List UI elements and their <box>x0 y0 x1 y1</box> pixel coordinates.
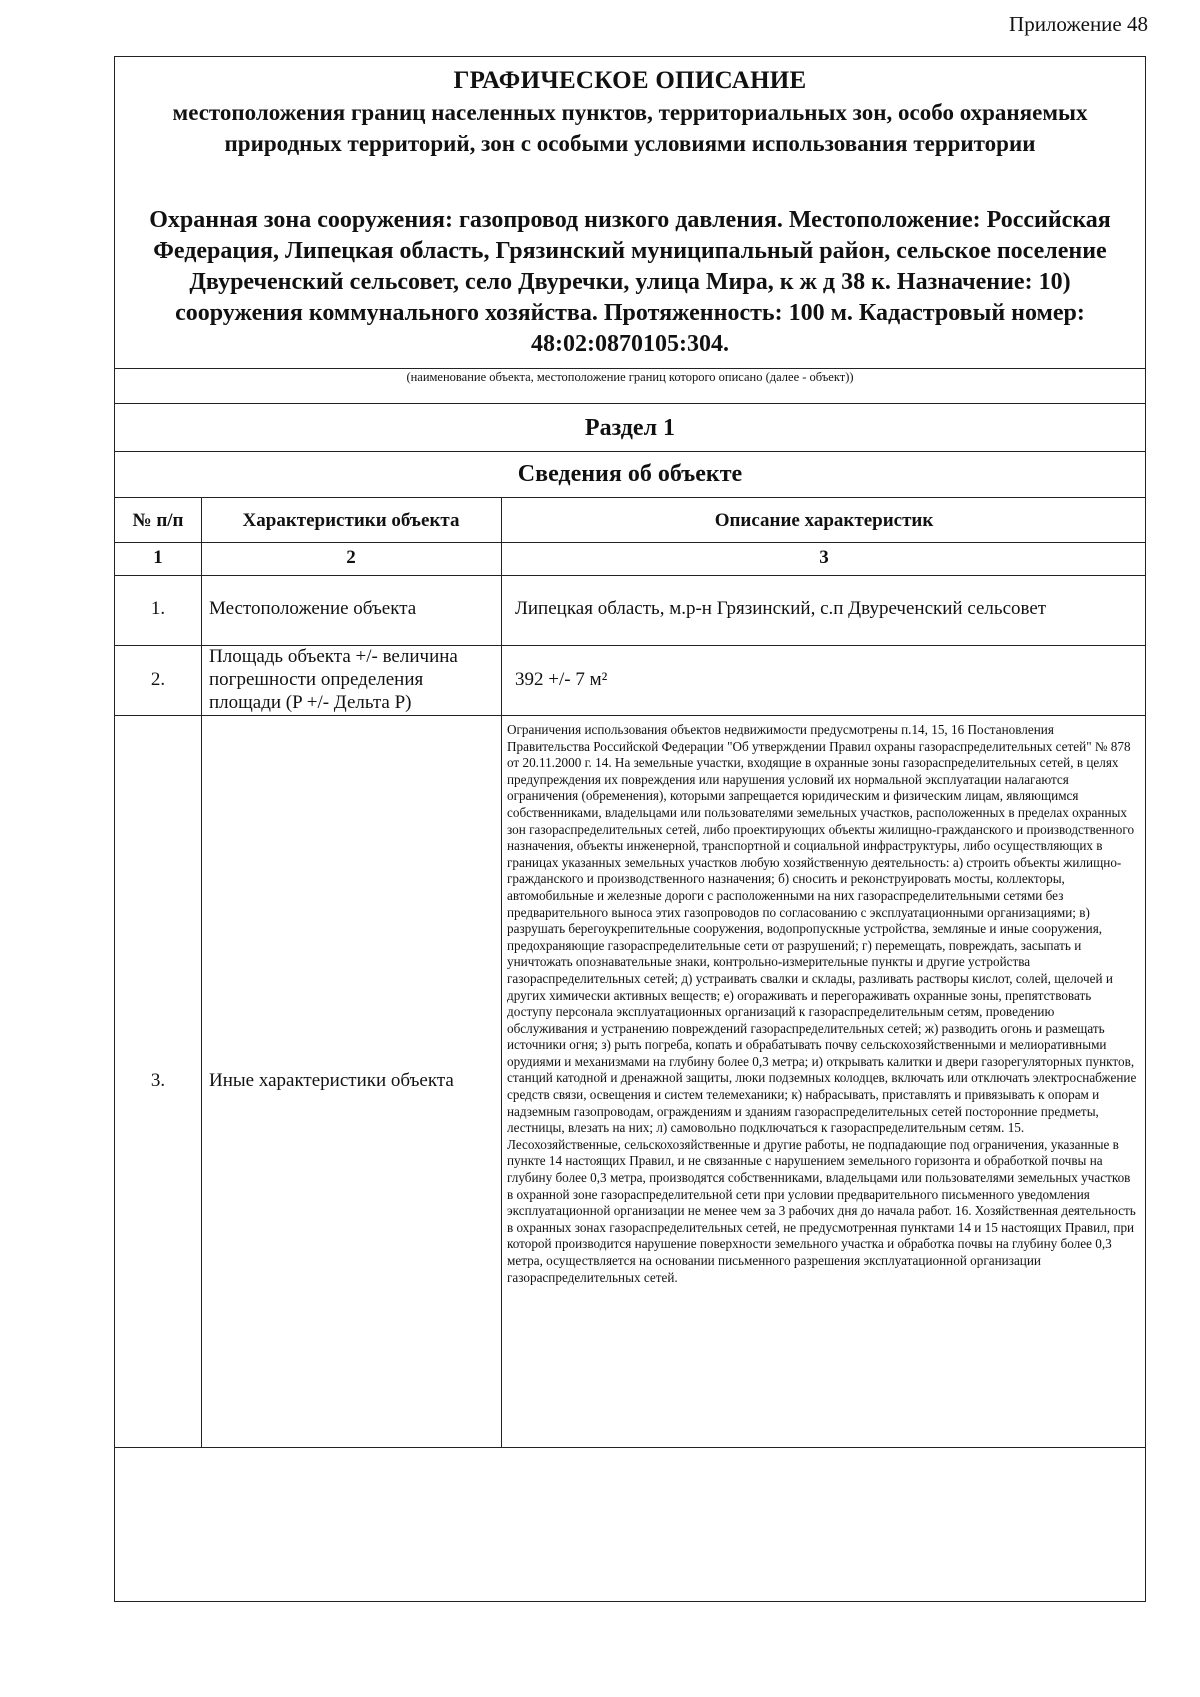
appendix-label: Приложение 48 <box>1009 12 1148 36</box>
table-line <box>115 1447 1145 1448</box>
table-col-line <box>501 497 502 1447</box>
column-number: 3 <box>819 547 829 568</box>
table-line <box>115 715 1145 716</box>
row-number: 3. <box>150 1070 166 1091</box>
row-description: Липецкая область, м.р-н Грязинский, с.п Двуреченский сельсовет <box>515 598 1047 619</box>
table-header-characteristic: Характеристики объекта <box>242 510 460 531</box>
row-number: 2. <box>150 669 166 690</box>
table-header-description: Описание характеристик <box>714 510 934 531</box>
table-header-num: № п/п <box>132 510 184 531</box>
document-title: ГРАФИЧЕСКОЕ ОПИСАНИЕ <box>453 67 807 94</box>
table-line <box>115 542 1145 543</box>
column-number: 2 <box>346 547 356 568</box>
row-characteristic: Местоположение объекта <box>209 598 417 619</box>
document-frame <box>114 56 1146 1602</box>
section-subtitle: Сведения об объекте <box>517 461 743 487</box>
section-title: Раздел 1 <box>584 415 676 441</box>
divider <box>115 497 1145 498</box>
divider <box>115 403 1145 404</box>
object-name: Охранная зона сооружения: газопровод низкого давления. Местоположение: Российская Федерация, Липецкая область, Грязинский муниципальный район, сельское поселение Двуреченский сельсовет, село Двуречки, улица Мира, к ж д 38 к. Назначение: 10) сооружения коммунального хозяйства. Протяженность: 100 м. Кадастровый номер: 48:02:0870105:304. <box>149 207 1111 357</box>
table-line <box>115 575 1145 576</box>
row-number: 1. <box>150 598 166 619</box>
divider <box>115 368 1145 369</box>
table-col-line <box>201 497 202 1447</box>
row-description: 392 +/- 7 м² <box>515 669 608 690</box>
row-characteristic: Площадь объекта +/- величина погрешности определения площади (P +/- Дельта P) <box>209 646 458 713</box>
divider <box>115 451 1145 452</box>
row-characteristic: Иные характеристики объекта <box>209 1070 454 1091</box>
object-caption: (наименование объекта, местоположение границ которого описано (далее - объект)) <box>406 370 854 384</box>
document-subtitle: местоположения границ населенных пунктов, территориальных зон, особо охраняемых природных территорий, зон с особыми условиями использования территории <box>172 100 1088 156</box>
row-description: Ограничения использования объектов недвижимости предусмотрены п.14, 15, 16 Постановления Правительства Российской Федерации "Об утверждении Правил охраны газораспределительных сетей" № 878 от 20.11.2000 г. 14. На земельные участки, входящие в охранные зоны газораспределительных сетей, в целях предупреждения их повреждения или нарушения условий их нормальной эксплуатации налагаются ограничения (обременения), которыми запрещается юридическим и физическим лицам, являющимся собственниками, владельцами или пользователями земельных участков, расположенных в пределах охранных зон газораспределительных сетей, либо проектирующих объекты жилищно-гражданского и производственного назначения, объекты инженерной, транспортной и социальной инфраструктуры, либо осуществляющих в границах указанных земельных участков любую хозяйственную деятельность: а) строить объекты жилищно-гражданского и производственного назначения; б) сносить и реконструировать мосты, коллекторы, автомобильные и железные дороги с расположенными на них газораспределительными сетями без предварительного выноса этих газопроводов по согласованию с эксплуатационными организациями; в) разрушать берегоукрепительные сооружения, водопропускные устройства, земляные и иные сооружения, предохраняющие газораспределительные сети от разрушений; г) перемещать, повреждать, засыпать и уничтожать опознавательные знаки, контрольно-измерительные пункты и другие устройства газораспределительных сетей; д) устраивать свалки и склады, разливать растворы кислот, солей, щелочей и других химически активных веществ; е) огораживать и перегораживать охранные зоны, препятствовать доступу персонала эксплуатационных организаций к газораспределительным сетям, проведению обслуживания и устранению повреждений газораспределительных сетей; ж) разводить огонь и размещать источники огня; з) рыть погреба, копать и обрабатывать почву сельскохозяйственными и мелиоративными орудиями и механизмами на глубину более 0,3 метра; и) открывать калитки и двери газорегуляторных пунктов, станций катодной и дренажной защиты, люки подземных колодцев, включать или отключать электроснабжение средств связи, освещения и систем телемеханики; к) набрасывать, приставлять и привязывать к опорам и надземным газопроводам, ограждениям и зданиям газораспределительных сетей посторонние предметы, лестницы, влезать на них; л) самовольно подключаться к газораспределительным сетям. 15. Лесохозяйственные, сельскохозяйственные и другие работы, не подпадающие под ограничения, указанные в пункте 14 настоящих Правил, и не связанные с нарушением земельного горизонта и обработкой почвы на глубину более 0,3 метра, производятся собственниками, владельцами или пользователями земельных участков в охранной зоне газораспределительной сети при условии предварительного письменного уведомления эксплуатационной организации не менее чем за 3 рабочих дня до начала работ. 16. Хозяйственная деятельность в охранных зонах газораспределительных сетей, не предусмотренная пунктами 14 и 15 настоящих Правил, при которой производится нарушение поверхности земельного участка и обработка почвы на глубину более 0,3 метра, осуществляется на основании письменного разрешения эксплуатационной организации газораспределительных сетей. <box>507 722 1137 1285</box>
column-number: 1 <box>153 547 163 568</box>
